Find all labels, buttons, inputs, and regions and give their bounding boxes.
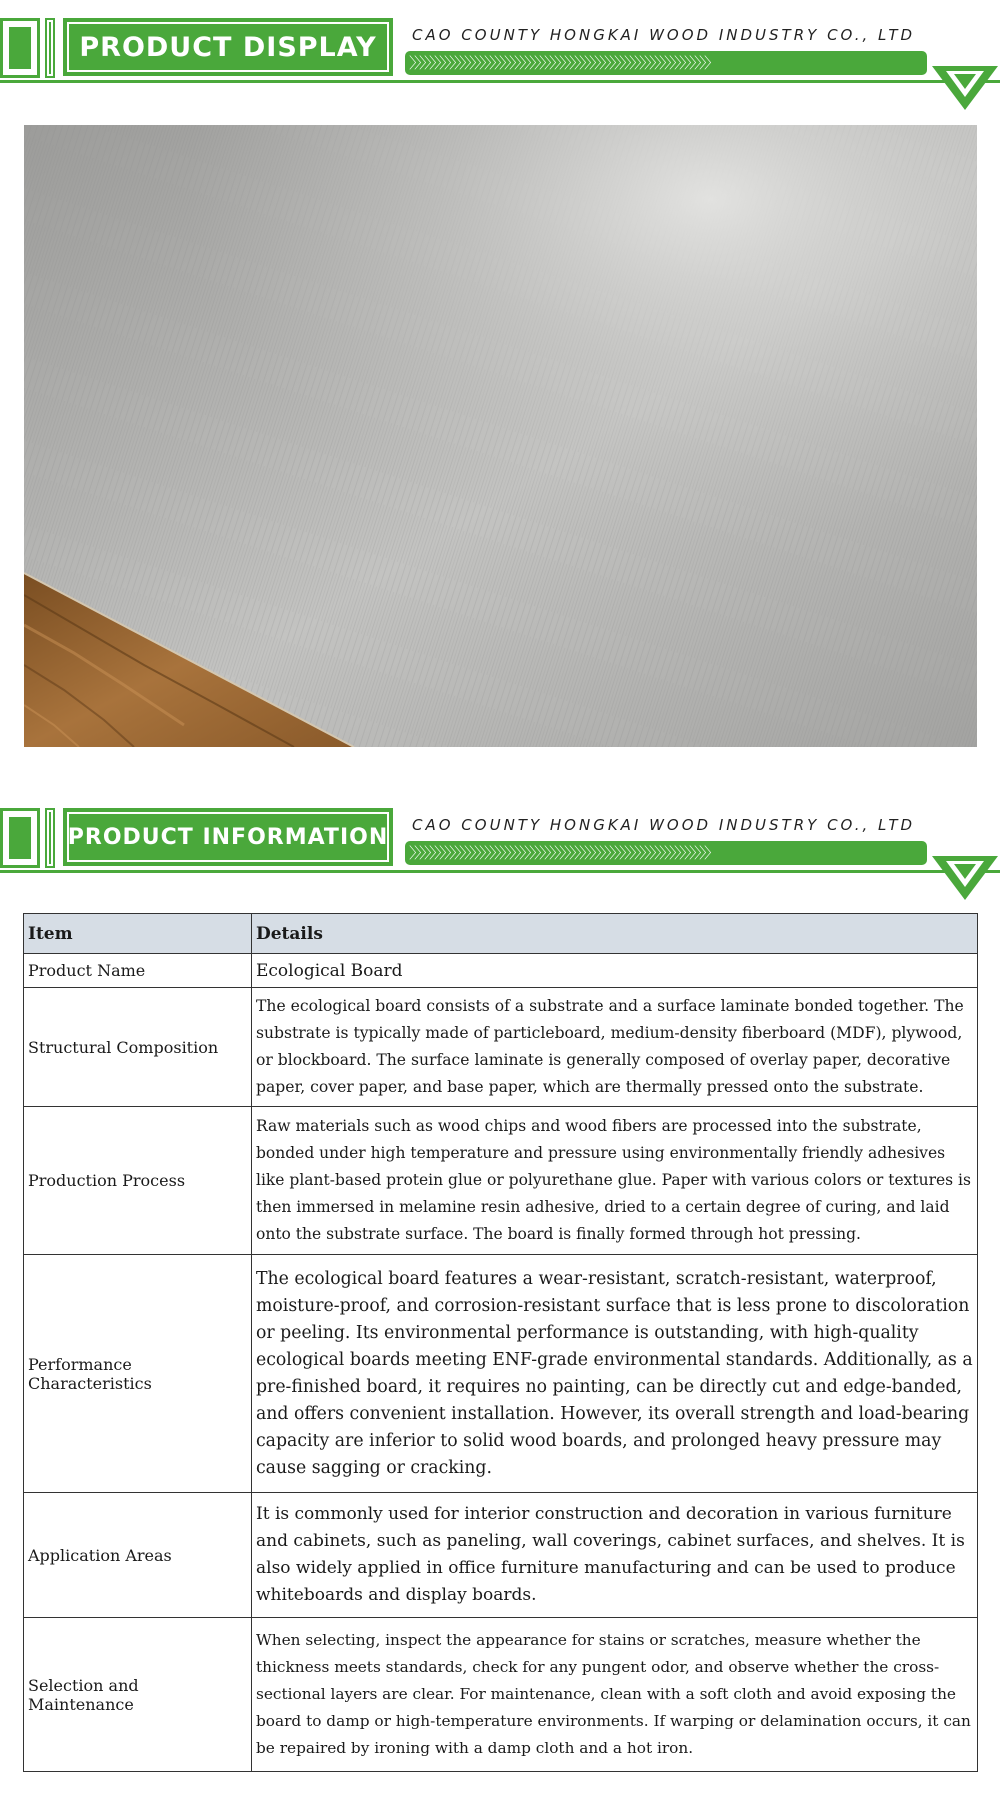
row-detail: Ecological Board (252, 954, 978, 988)
banner-title-box (63, 808, 393, 866)
row-label: Structural Composition (24, 988, 252, 1107)
product-photo (24, 125, 977, 747)
column-header-item: Item (24, 914, 252, 954)
table-row (24, 1255, 978, 1493)
board-surface-image (24, 125, 977, 747)
row-label: Application Areas (24, 1493, 252, 1618)
company-name: CAO COUNTY HONGKAI WOOD INDUSTRY CO., LTD (412, 816, 916, 834)
product-information-banner (0, 808, 1000, 883)
checkmark-icon (930, 64, 1000, 114)
checkmark-icon (930, 854, 1000, 904)
row-detail: It is commonly used for interior construction and decoration in various furniture and cabinets, such as paneling, wall coverings, cabinet surfaces, and shelves. It is also widely applied in office furniture manufacturing and can be used to produce whiteboards and display boards. (252, 1493, 978, 1618)
table-header-row (24, 914, 978, 954)
section-title: PRODUCT INFORMATION (67, 824, 389, 850)
section-title: PRODUCT DISPLAY (79, 31, 377, 63)
company-name: CAO COUNTY HONGKAI WOOD INDUSTRY CO., LTD (412, 26, 916, 44)
row-label: Selection and Maintenance (24, 1618, 252, 1772)
table-row (24, 1493, 978, 1618)
banner-decor-stripe (0, 18, 40, 78)
row-label: Production Process (24, 1107, 252, 1255)
row-detail: The ecological board consists of a substrate and a surface laminate bonded together. The substrate is typically made of particleboard, medium-density fiberboard (MDF), plywood, or blockboard. The surface laminate is generally composed of overlay paper, decorative paper, cover paper, and base paper, which are thermally pressed onto the substrate. (252, 988, 978, 1107)
table-row (24, 1618, 978, 1772)
arrow-bar: 〉〉〉〉〉〉〉〉〉〉〉〉〉〉〉〉〉〉〉〉〉〉〉〉〉〉〉〉〉〉〉〉〉〉〉〉〉〉〉〉〉〉〉〉〉〉〉〉〉〉〉〉〉〉〉〉〉〉〉〉 (405, 51, 927, 75)
banner-title-box (63, 18, 393, 76)
row-label: Product Name (24, 954, 252, 988)
row-detail: Raw materials such as wood chips and wood fibers are processed into the substrate, bonded under high temperature and pressure using environmentally friendly adhesives like plant-based protein glue or polyurethane glue. Paper with various colors or textures is then immersed in melamine resin adhesive, dried to a certain degree of curing, and laid onto the substrate surface. The board is finally formed through hot pressing. (252, 1107, 978, 1255)
row-detail: The ecological board features a wear-resistant, scratch-resistant, waterproof, moisture-proof, and corrosion-resistant surface that is less prone to discoloration or peeling. Its environmental performance is outstanding, with high-quality ecological boards meeting ENF-grade environmental standards. Additionally, as a pre-finished board, it requires no painting, can be directly cut and edge-banded, and offers convenient installation. However, its overall strength and load-bearing capacity are inferior to solid wood boards, and prolonged heavy pressure may cause sagging or cracking. (252, 1255, 978, 1493)
table-row (24, 988, 978, 1107)
banner-decor-stripe (45, 18, 55, 78)
table-row (24, 954, 978, 988)
product-display-banner (0, 18, 1000, 93)
banner-decor-stripe (45, 808, 55, 868)
arrow-bar: 〉〉〉〉〉〉〉〉〉〉〉〉〉〉〉〉〉〉〉〉〉〉〉〉〉〉〉〉〉〉〉〉〉〉〉〉〉〉〉〉〉〉〉〉〉〉〉〉〉〉〉〉〉〉〉〉〉〉〉〉 (405, 841, 927, 865)
table-row (24, 1107, 978, 1255)
banner-decor-stripe (0, 808, 40, 868)
banner-underline (0, 870, 1000, 873)
row-detail: When selecting, inspect the appearance for stains or scratches, measure whether the thickness meets standards, check for any pungent odor, and observe whether the cross-sectional layers are clear. For maintenance, clean with a soft cloth and avoid exposing the board to damp or high-temperature environments. If warping or delamination occurs, it can be repaired by ironing with a damp cloth and a hot iron. (252, 1618, 978, 1772)
row-label: Performance Characteristics (24, 1255, 252, 1493)
column-header-details: Details (252, 914, 978, 954)
banner-underline (0, 80, 1000, 83)
product-info-table (23, 913, 978, 1772)
